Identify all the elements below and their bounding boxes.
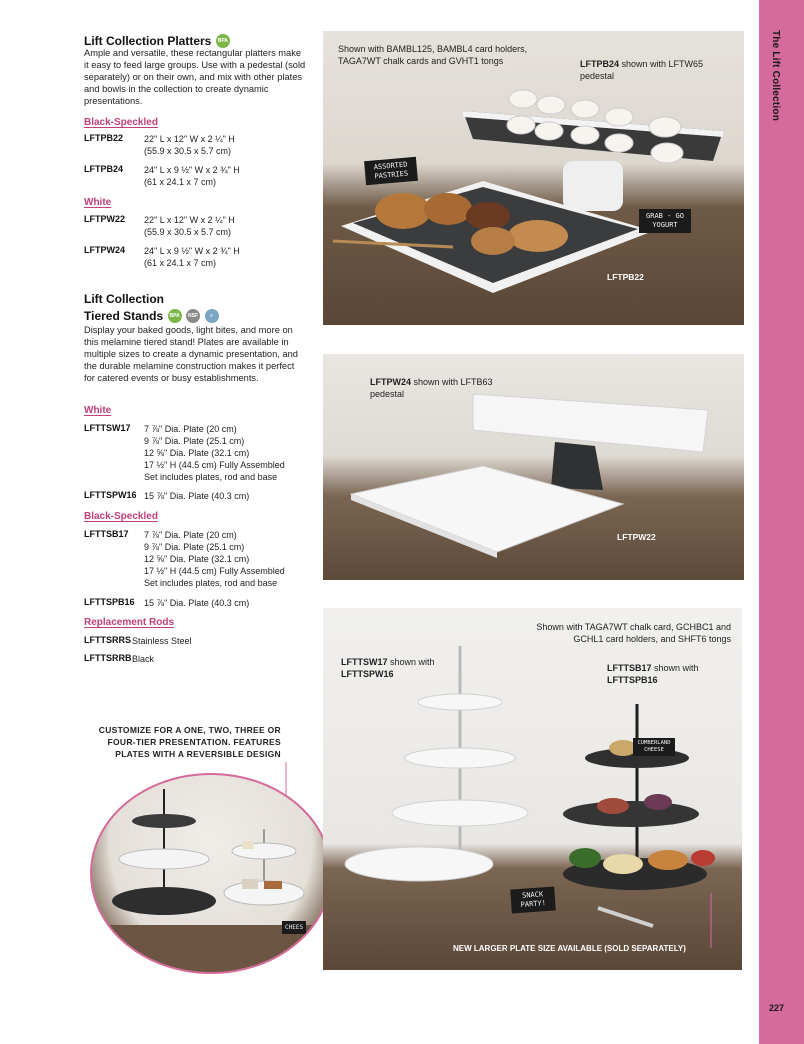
sku-lftpw22: LFTPW22: [84, 214, 126, 224]
spec-lfttsrrb: Black: [132, 654, 155, 664]
sku-lftpw24: LFTPW24: [84, 245, 126, 255]
platters-group-white: White: [84, 197, 112, 208]
spec-lfttspb16: 15 ⅞" Dia. Plate (40.3 cm): [144, 598, 250, 608]
stands-group-replacement-rods: Replacement Rods: [84, 617, 175, 628]
spec-lftpb24: 24" L x 9 ½" W x 2 ¾" H (61 x 24.1 x 7 cm): [144, 165, 240, 187]
photo3-right-sku: LFTTSB17: [607, 663, 652, 673]
photo1-caption-pedestal: [580, 58, 730, 82]
spec-lftpw22: 22" L x 12" W x 2 ¼" H (55.9 x 30.5 x 5.7 cm): [144, 215, 235, 237]
photo3-left-mid: shown with: [387, 657, 435, 667]
photo3-left-sku: LFTTSW17: [341, 657, 388, 667]
photo3-right-sku2: LFTTSPB16: [607, 675, 658, 685]
sku-lftpb24: LFTPB24: [84, 164, 124, 174]
nsf-icon: NSF: [186, 309, 200, 323]
platter-display-photo: [323, 31, 744, 325]
photo3-caption-accessories: Shown with TAGA7WT chalk card, GCHBC1 and GCHL1 card holders, and SHFT6 tongs: [536, 622, 731, 644]
platters-group-black-speckled: Black-Speckled: [84, 117, 158, 128]
photo2-caption-sku: LFTPW24: [370, 377, 412, 387]
photo1-caption-accessories: Shown with BAMBL125, BAMBL4 card holders, TAGA7WT chalk cards and GVHT1 tongs: [338, 44, 528, 66]
stands-description: Display your baked goods, light bites, and more on this melamine tiered stand! Plates are available in multiple sizes to create a dynamic presentation, and the durable melamine construction makes it perfect for catered events or busy establishments.: [84, 325, 298, 383]
spec-lftpw24: 24" L x 9 ½" W x 2 ¾" H (61 x 24.1 x 7 cm): [144, 246, 240, 268]
photo3-caption-white: [341, 656, 451, 680]
photo2-tag: LFTPW22: [617, 532, 656, 542]
stands-group-white: White: [84, 405, 112, 416]
photo3-caption-black: [607, 662, 717, 686]
photo3-right-mid: shown with: [651, 663, 699, 673]
spec-lfttsrrs: Stainless Steel: [132, 636, 192, 646]
platters-title: Lift Collection Platters: [84, 34, 212, 48]
chalk-card-pastries: ASSORTED PASTRIES: [364, 157, 418, 185]
tiered-stand-illustration: [92, 775, 330, 972]
customize-note: CUSTOMIZE FOR A ONE, TWO, THREE OR FOUR-TIER PRESENTATION. FEATURES PLATES WITH A REVERSIBLE DESIGN: [98, 725, 281, 759]
side-tab: [759, 0, 804, 1044]
white-platter-photo: [323, 354, 744, 580]
photo1-caption-sku: LFTPB24: [580, 59, 620, 69]
tiered-stands-photo: [323, 608, 742, 970]
spec-lftpb22: 22" L x 12" W x 2 ¼" H (55.9 x 30.5 x 5.7 cm): [144, 134, 235, 156]
tier-configuration-photo: [90, 773, 332, 974]
bpa-free-icon: BPA: [216, 34, 230, 48]
spec-lfttsb17: 7 ⅞" Dia. Plate (20 cm) 9 ⅞" Dia. Plate (25.1 cm) 12 ⅝" Dia. Plate (32.1 cm) 17 ½" H (44.5 cm) Fully Assembled Set includes plates, rod and base: [144, 530, 285, 588]
photo2-caption: [370, 376, 510, 400]
photo3-footer: NEW LARGER PLATE SIZE AVAILABLE (SOLD SEPARATELY): [453, 944, 686, 953]
stands-title-line2: Tiered Stands: [84, 309, 164, 323]
photo3-left-sku2: LFTTSPW16: [341, 669, 394, 679]
page-number: 227: [769, 1003, 785, 1013]
bpa-free-icon: BPA: [168, 309, 182, 323]
sku-lfttsb17: LFTTSB17: [84, 529, 129, 539]
photo1-tag: LFTPB22: [607, 272, 644, 282]
stands-group-black-speckled: Black-Speckled: [84, 511, 158, 522]
chalk-card-snack-party: SNACK PARTY!: [510, 886, 556, 913]
platters-description: Ample and versatile, these rectangular platters make it easy to feed large groups. Use with a pedestal (sold separately) or on their own, and mix with other plates and bowls in the collection to create dynamic presentations.: [84, 48, 306, 106]
bubble-chalk-card: CHEES: [282, 921, 306, 934]
spec-lfttspw16: 15 ⅞" Dia. Plate (40.3 cm): [144, 491, 250, 501]
stands-title-line1: Lift Collection: [84, 292, 164, 306]
sku-lfttsrrs: LFTTSRRS: [84, 635, 131, 645]
sku-lfttsw17: LFTTSW17: [84, 423, 131, 433]
stands-heading: [84, 307, 219, 325]
photo1-caption-rest: shown with LFTW65 pedestal: [580, 59, 704, 81]
sku-lftpb22: LFTPB22: [84, 133, 124, 143]
spec-lfttsw17: 7 ⅞" Dia. Plate (20 cm) 9 ⅞" Dia. Plate (25.1 cm) 12 ⅝" Dia. Plate (32.1 cm) 17 ½" H (44.5 cm) Fully Assembled Set includes plates, rod and base: [144, 424, 285, 482]
chalk-card-cheese: CUMBERLAND CHEESE: [633, 738, 675, 756]
dishwasher-safe-icon: ≡: [205, 309, 219, 323]
side-tab-label: The Lift Collection: [770, 30, 781, 122]
sku-lfttsrrb: LFTTSRRB: [84, 653, 132, 663]
chalk-card-yogurt: GRAB - GO YOGURT: [639, 209, 691, 233]
photo2-caption-rest: shown with LFTB63 pedestal: [370, 377, 493, 399]
sku-lfttspw16: LFTTSPW16: [84, 490, 137, 500]
sku-lfttspb16: LFTTSPB16: [84, 597, 135, 607]
